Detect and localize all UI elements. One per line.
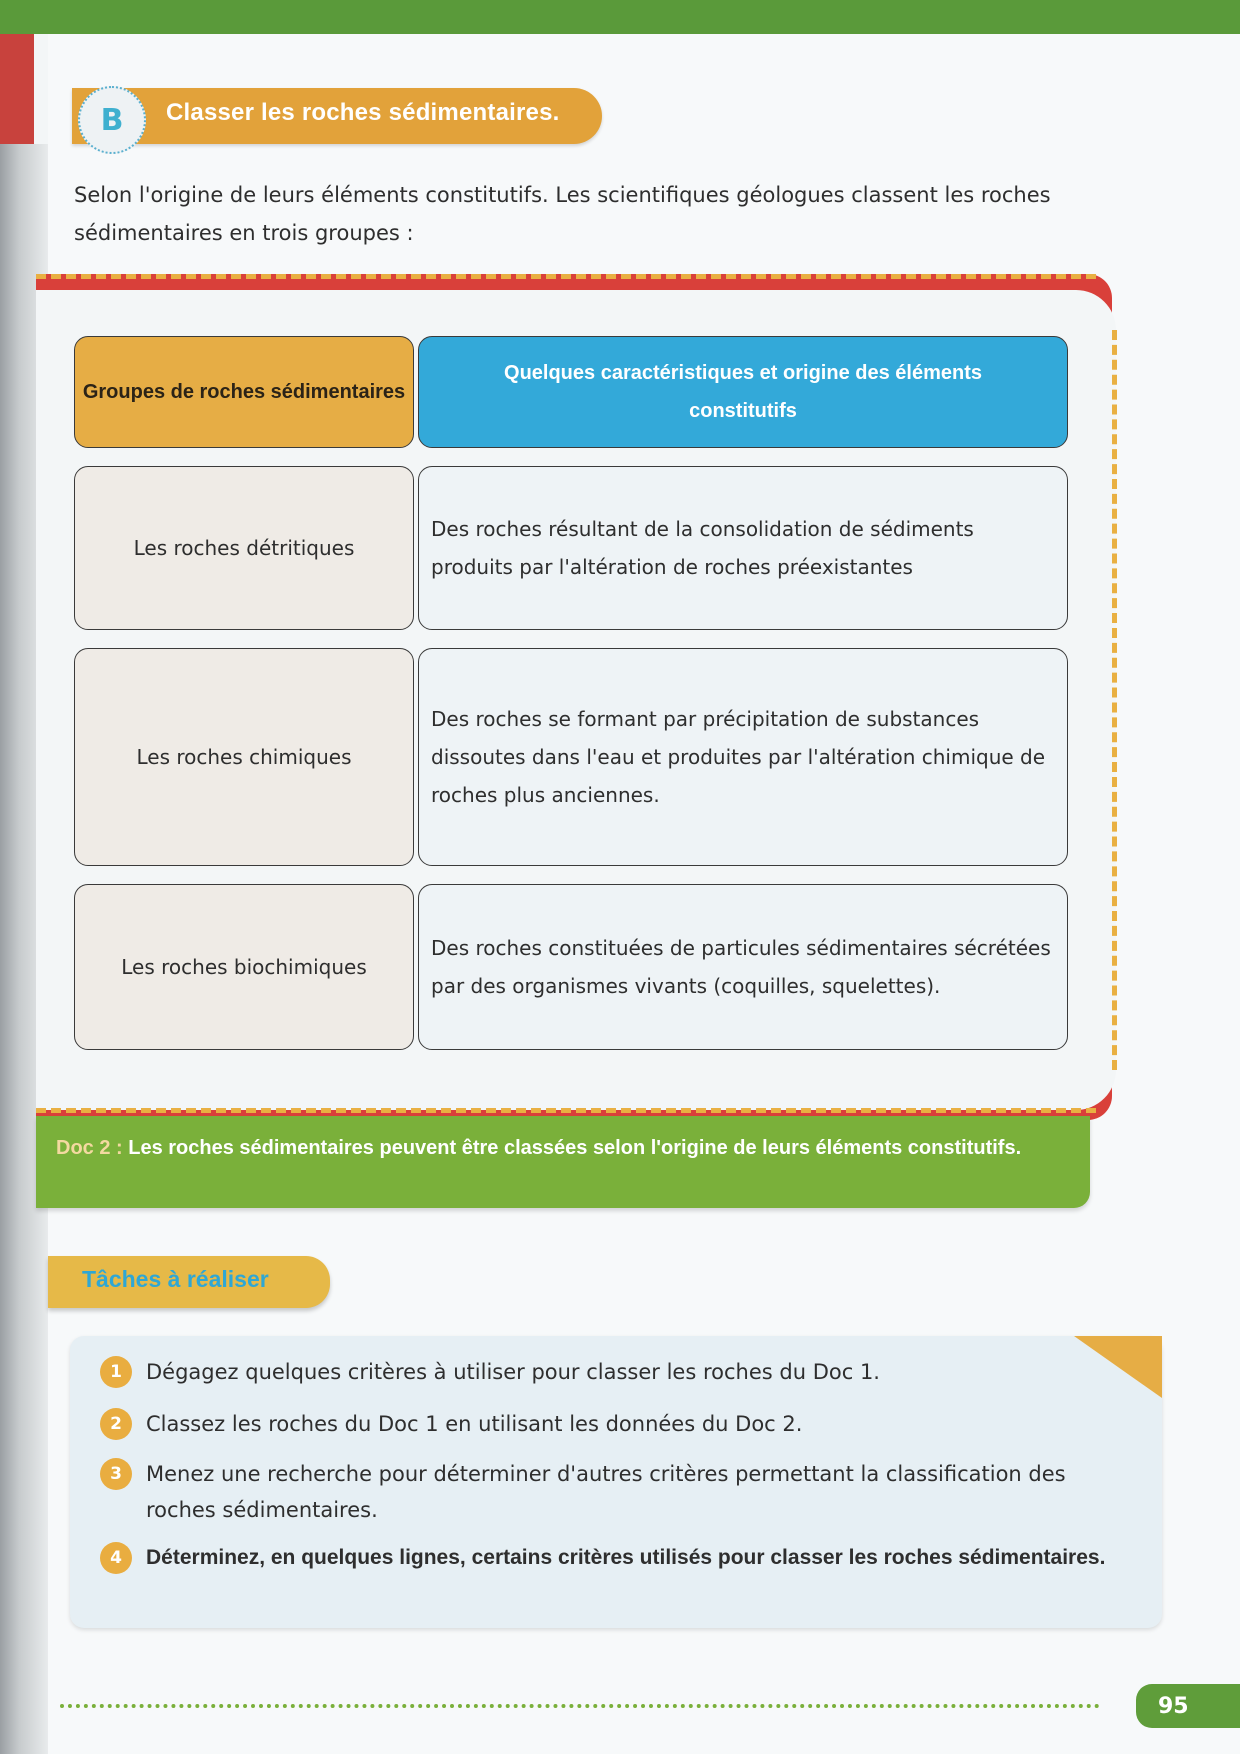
table-header-groups: Groupes de roches sédimentaires bbox=[74, 336, 414, 448]
table-row-description: Des roches résultant de la consolidation de sédiments produits par l'altération de roches préexistantes bbox=[418, 466, 1068, 630]
task-number-icon: 4 bbox=[100, 1542, 132, 1574]
section-title: Classer les roches sédimentaires. bbox=[166, 99, 560, 126]
dashed-border-bottom bbox=[36, 1108, 1096, 1113]
task-item bbox=[100, 1456, 1130, 1528]
task-text: Classez les roches du Doc 1 en utilisant les données du Doc 2. bbox=[146, 1412, 803, 1436]
table-row-description: Des roches constituées de particules sédimentaires sécrétées par des organismes vivants (coquilles, squelettes). bbox=[418, 884, 1068, 1050]
task-number-icon: 1 bbox=[100, 1356, 132, 1388]
table-header-characteristics: Quelques caractéristiques et origine des éléments constitutifs bbox=[418, 336, 1068, 448]
doc-caption-text: Les roches sédimentaires peuvent être classées selon l'origine de leurs éléments constitutifs. bbox=[128, 1137, 1022, 1159]
left-red-tab bbox=[0, 34, 34, 144]
dashed-border-right bbox=[1112, 330, 1117, 1070]
task-number-icon: 2 bbox=[100, 1408, 132, 1440]
intro-paragraph: Selon l'origine de leurs éléments constitutifs. Les scientifiques géologues classent les roches sédimentaires en trois groupes : bbox=[74, 183, 1051, 245]
table-row-group: Les roches détritiques bbox=[74, 466, 414, 630]
top-color-band bbox=[0, 0, 1240, 34]
page-number: 95 bbox=[1136, 1684, 1240, 1728]
task-text: Déterminez, en quelques lignes, certains critères utilisés pour classer les roches sédimentaires. bbox=[146, 1546, 1106, 1569]
doc-caption-label: Doc 2 : bbox=[56, 1137, 123, 1159]
task-text: Dégagez quelques critères à utiliser pour classer les roches du Doc 1. bbox=[146, 1360, 880, 1384]
dashed-border-top bbox=[36, 274, 1096, 279]
section-badge: B bbox=[78, 86, 146, 154]
task-number-icon: 3 bbox=[100, 1458, 132, 1490]
table-row-group: Les roches biochimiques bbox=[74, 884, 414, 1050]
task-item bbox=[100, 1406, 1130, 1442]
task-item bbox=[100, 1354, 1130, 1390]
table-row-group: Les roches chimiques bbox=[74, 648, 414, 866]
task-item bbox=[100, 1540, 1130, 1576]
task-text: Menez une recherche pour déterminer d'autres critères permettant la classification des roches sédimentaires. bbox=[146, 1462, 1066, 1522]
table-row-description: Des roches se formant par précipitation de substances dissoutes dans l'eau et produites par l'altération chimique de roches plus anciennes. bbox=[418, 648, 1068, 866]
doc-caption bbox=[56, 1130, 1076, 1166]
footer-dotted-line bbox=[60, 1704, 1100, 1708]
tasks-title: Tâches à réaliser bbox=[82, 1266, 269, 1292]
